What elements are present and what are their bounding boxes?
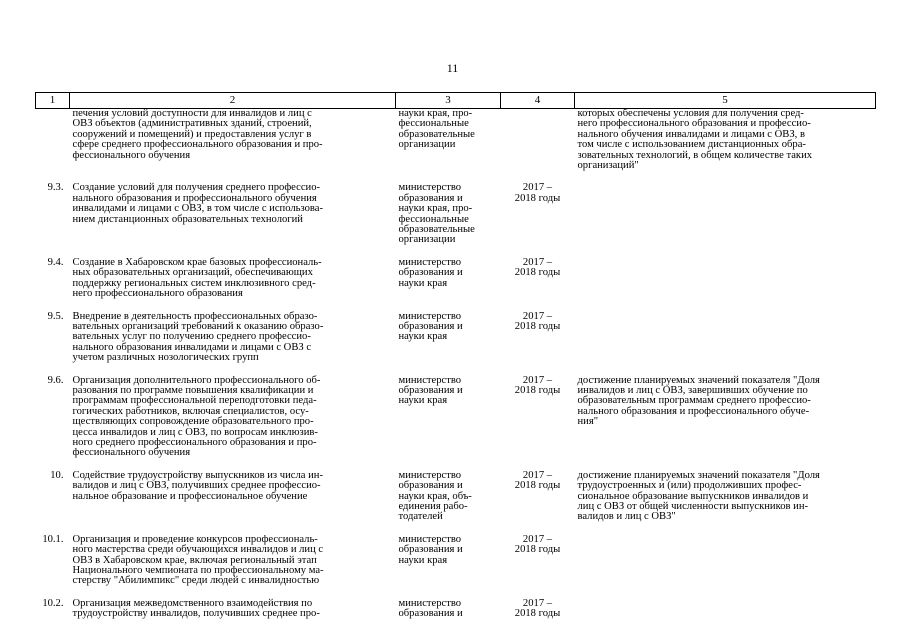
row-term: 2017 – 2018 годы bbox=[514, 597, 561, 620]
header-col-measure: 2 bbox=[70, 93, 396, 109]
row-result: достижение планируемых значений показателя "Доля инвалидов и лиц с ОВЗ, завершивших обучение по образовательным программам среднего профессио- нального образования и профессионального обуче- ния" bbox=[577, 374, 820, 428]
row-number: 10.1. bbox=[42, 533, 64, 545]
table-row bbox=[36, 471, 876, 535]
row-executor: министерство образования и bbox=[398, 597, 463, 620]
header-col-term: 4 bbox=[501, 93, 575, 109]
header-row bbox=[36, 93, 876, 109]
row-term: 2017 – 2018 годы bbox=[514, 256, 561, 279]
page-number: 11 bbox=[446, 61, 459, 75]
row-measure: Создание условий для получения среднего профессио- нального образования и профессионального обучения инвалидами и лицами с ОВЗ, в том числе с использова- нием дистанционных образовательных технологий bbox=[72, 182, 324, 225]
table-row bbox=[36, 183, 876, 257]
row-term: 2017 – 2018 годы bbox=[514, 374, 561, 396]
row-term: 2017 – 2018 годы bbox=[514, 182, 561, 204]
row-number: 9.4. bbox=[47, 256, 64, 268]
header-col-number: 1 bbox=[36, 93, 70, 109]
row-executor: министерство образования и науки края bbox=[398, 374, 463, 407]
row-executor: министерство образования и науки края, про- фессиональные образовательные организации bbox=[398, 182, 475, 246]
row-term: 2017 – 2018 годы bbox=[514, 310, 561, 332]
row-number: 9.6. bbox=[47, 374, 64, 386]
row-measure: Организация межведомственного взаимодействия по трудоустройству инвалидов, получивших среднее про- bbox=[72, 597, 320, 620]
row-executor: министерство образования и науки края bbox=[398, 310, 463, 343]
table-row bbox=[36, 376, 876, 471]
row-result: достижение планируемых значений показателя "Доля трудоустроенных и (или) продолживших профес- сиональное образование выпускников инвалидов и лиц с ОВЗ от общей численности выпускников ин- валидов и лиц с ОВЗ" bbox=[577, 469, 820, 523]
header-col-executor: 3 bbox=[396, 93, 501, 109]
row-measure: Организация и проведение конкурсов профессиональ- ного мастерства среди обучающихся инвалидов и лиц с ОВЗ в Хабаровском крае, включая региональный этап Национального чемпионата по профессиональному ма- стерству "Абилимпикс" среди людей с инвалидностью bbox=[72, 533, 324, 587]
row-measure: печения условий доступности для инвалидов и лиц с ОВЗ объектов (административных зданий, строений, сооружений и помещений) и предоставления услуг в сфере среднего профессионального образования и про- фессионального обучения bbox=[72, 108, 323, 161]
table-row bbox=[36, 535, 876, 599]
row-term: 2017 – 2018 годы bbox=[514, 533, 561, 556]
table-row bbox=[36, 109, 876, 184]
row-executor: науки края, про- фессиональные образовательные организации bbox=[398, 108, 475, 151]
table-row bbox=[36, 312, 876, 376]
row-executor: министерство образования и науки края bbox=[398, 256, 463, 289]
row-measure: Содействие трудоустройству выпускников из числа ин- валидов и лиц с ОВЗ, получивших среднее профессио- нальное образование и профессиональное обучение bbox=[72, 469, 323, 502]
row-result: которых обеспечены условия для получения сред- него профессионального образования и профессио- нального обучения инвалидами и лицами с ОВЗ, в том числе с использованием дистанционных обра- зовательных технологий, в общем количестве таких организаций" bbox=[577, 108, 813, 172]
row-measure: Создание в Хабаровском крае базовых профессиональ- ных образовательных организаций, обеспечивающих поддержку региональных систем инклюзивного сред- него профессионального образования bbox=[72, 256, 322, 300]
row-term: 2017 – 2018 годы bbox=[514, 469, 561, 492]
table-row bbox=[36, 599, 876, 632]
row-number: 10. bbox=[50, 469, 64, 481]
row-number: 9.3. bbox=[47, 182, 64, 194]
table-row bbox=[36, 258, 876, 312]
row-measure: Организация дополнительного профессионального об- разования по программе повышения квалификации и программам профессиональной переподготовки педа- гогических работников, включая специалистов, осу- ществляющих сопровождение образовательного про- цесса инвалидов и лиц с ОВЗ, по вопросам инклюзив- ного среднего профессионального образования и про- фессионального обучения bbox=[72, 374, 321, 459]
row-measure: Внедрение в деятельность профессиональных образо- вательных организаций требований к оказанию образо- вательных услуг по получению среднего профессио- нального образования инвалидами и лицами с ОВЗ с учетом различных нозологических групп bbox=[72, 310, 324, 364]
row-executor: министерство образования и науки края bbox=[398, 533, 463, 566]
measures-table bbox=[35, 92, 876, 632]
row-number: 10.2. bbox=[42, 597, 64, 609]
row-executor: министерство образования и науки края, объ- единения рабо- тодателей bbox=[398, 469, 472, 523]
header-col-result: 5 bbox=[575, 93, 876, 109]
row-number: 9.5. bbox=[47, 310, 64, 322]
